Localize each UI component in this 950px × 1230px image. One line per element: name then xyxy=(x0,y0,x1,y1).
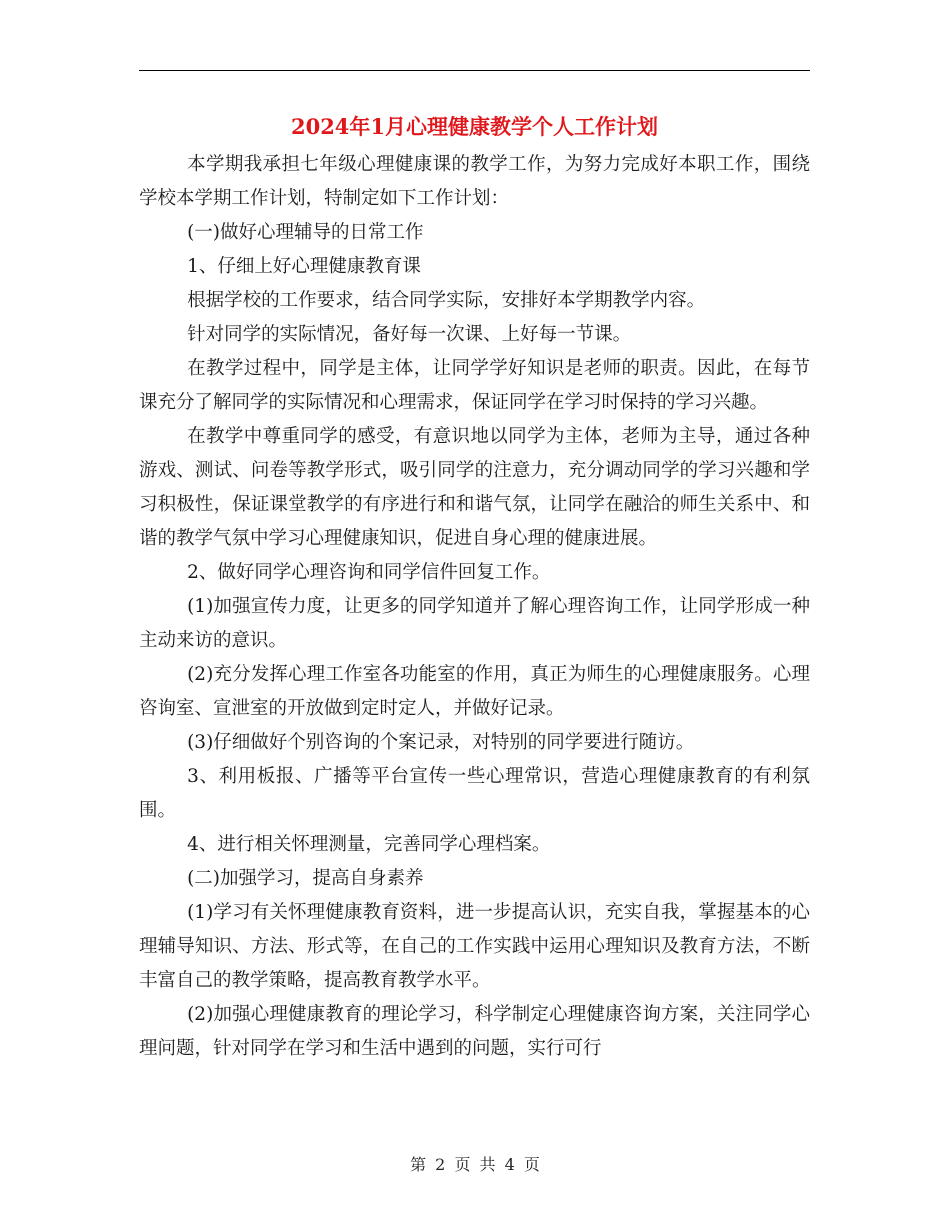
paragraph: 4、进行相关怀理测量，完善同学心理档案。 xyxy=(187,834,551,855)
header-rule xyxy=(139,70,810,71)
section-heading: (一)做好心理辅导的日常工作 xyxy=(187,222,424,243)
list-item: (1)学习有关怀理健康教育资料，进一步提高认识，充实自我，掌握基本的心理辅导知识、方法、形式等，在自己的工作实践中运用心理知识及教育方法，不断丰富自己的教学策略，提高教育教学水平。 xyxy=(139,902,810,991)
subsection-heading: 2、做好同学心理咨询和同学信件回复工作。 xyxy=(187,562,551,583)
subsection-heading: 1、仔细上好心理健康教育课 xyxy=(187,256,421,277)
document-title: 2024年1月心理健康教学个人工作计划 xyxy=(290,114,659,139)
list-item: (1)加强宣传力度，让更多的同学知道并了解心理咨询工作，让同学形成一种主动来访的意识。 xyxy=(139,596,810,651)
paragraph: 在教学过程中，同学是主体，让同学学好知识是老师的职责。因此，在每节课充分了解同学的实际情况和心理需求，保证同学在学习时保持的学习兴趣。 xyxy=(139,358,810,413)
page-footer: 第 2 页 共 4 页 xyxy=(410,1155,540,1174)
paragraph: 在教学中尊重同学的感受，有意识地以同学为主体，老师为主导，通过各种游戏、测试、问卷等教学形式，吸引同学的注意力，充分调动同学的学习兴趣和学习积极性，保证课堂教学的有序进行和和谐气氛，让同学在融洽的师生关系中、和谐的教学气氛中学习心理健康知识，促进自身心理的健康进展。 xyxy=(139,426,810,549)
list-item: (2)加强心理健康教育的理论学习，科学制定心理健康咨询方案，关注同学心理问题，针对同学在学习和生活中遇到的问题，实行可行 xyxy=(139,1004,810,1059)
paragraph: 根据学校的工作要求，结合同学实际，安排好本学期教学内容。 xyxy=(187,290,706,311)
section-heading: (二)加强学习，提高自身素养 xyxy=(187,868,424,889)
paragraph: 本学期我承担七年级心理健康课的教学工作，为努力完成好本职工作，围绕学校本学期工作计划，特制定如下工作计划： xyxy=(139,154,810,209)
document-body xyxy=(139,148,810,1066)
list-item: (2)充分发挥心理工作室各功能室的作用，真正为师生的心理健康服务。心理咨询室、宣泄室的开放做到定时定人，并做好记录。 xyxy=(139,664,810,719)
paragraph: 3、利用板报、广播等平台宣传一些心理常识，营造心理健康教育的有利氛围。 xyxy=(139,766,810,821)
paragraph: 针对同学的实际情况，备好每一次课、上好每一节课。 xyxy=(187,324,632,345)
list-item: (3)仔细做好个别咨询的个案记录，对特别的同学要进行随访。 xyxy=(187,732,695,753)
